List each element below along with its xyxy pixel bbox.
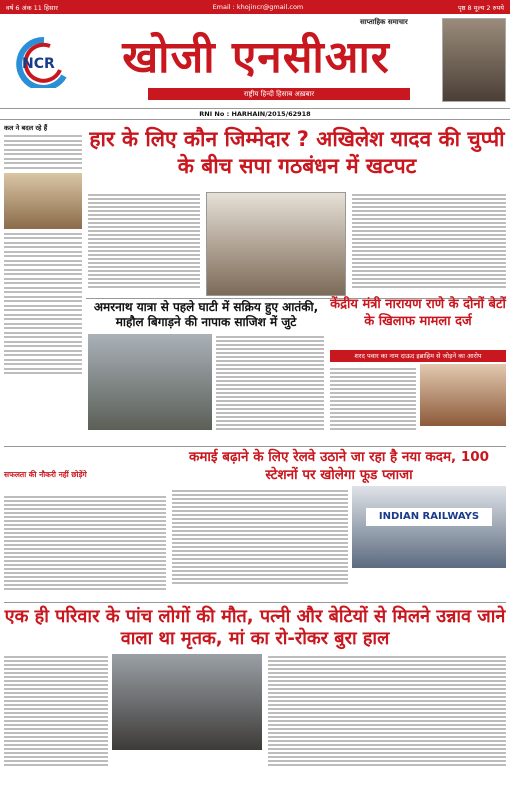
article-text-column bbox=[4, 494, 166, 600]
incident-photo bbox=[112, 654, 262, 750]
railway-photo bbox=[352, 486, 506, 568]
ncr-logo-icon bbox=[6, 36, 68, 88]
article-text-column bbox=[216, 334, 324, 442]
tagline: राष्ट्रीय हिन्दी हिसाब अख़बार bbox=[148, 88, 410, 100]
divider bbox=[4, 446, 506, 447]
article-text-column bbox=[88, 192, 200, 296]
left-column bbox=[4, 124, 82, 464]
main-headline[interactable]: हार के लिए कौन जिम्मेदार ? अखिलेश यादव की चुप्पी के बीच सपा गठबंधन में खटपट bbox=[89, 127, 505, 178]
rni-number: RNI No : HARHAIN/2015/62918 bbox=[0, 108, 510, 120]
article-text-column bbox=[352, 192, 506, 292]
rane-headline[interactable]: केंद्रीय मंत्री नारायण राणे के दोनों बेटों के खिलाफ मामला दर्ज bbox=[330, 297, 506, 329]
price-info: पृष्ठ 8 मूल्य 2 रुपये bbox=[457, 3, 504, 12]
article-text-column bbox=[4, 654, 108, 794]
lower-left-headline[interactable]: सफलता की नौकरी नहीं छोड़ेंगे bbox=[4, 470, 87, 479]
indian-railways-board: INDIAN RAILWAYS bbox=[366, 508, 492, 526]
article-text-column bbox=[172, 488, 348, 598]
article-text-column bbox=[268, 654, 506, 794]
article-text-column bbox=[330, 366, 416, 442]
left-photo bbox=[4, 173, 82, 229]
left-headline: कल ने बदल रहे हैं bbox=[4, 124, 48, 132]
newspaper-title: खोजी एनसीआर bbox=[122, 32, 390, 83]
issue-info: वर्ष 6 अंक 11 हिसार bbox=[6, 3, 58, 12]
nitesh-photo bbox=[420, 364, 506, 426]
masthead bbox=[0, 14, 510, 106]
amarnath-photo bbox=[88, 334, 212, 430]
top-info-bar bbox=[0, 0, 510, 14]
akhilesh-photo bbox=[206, 192, 346, 296]
pawar-subheadline[interactable]: शरद पवार का नाम दाऊद इब्राहिम से जोड़ने का आरोप bbox=[330, 350, 506, 362]
divider bbox=[4, 602, 506, 603]
svg-text:NCR: NCR bbox=[22, 56, 55, 72]
masthead-photo bbox=[442, 18, 506, 102]
railway-headline[interactable]: कमाई बढ़ाने के लिए रेलवे उठाने जा रहा है नया कदम, 100 स्टेशनों पर खोलेगा फूड प्लाजा bbox=[188, 449, 490, 483]
weekly-label: साप्ताहिक समाचार bbox=[360, 18, 408, 26]
email-link[interactable]: Email : khojincr@gmail.com bbox=[212, 3, 304, 11]
bottom-headline[interactable]: एक ही परिवार के पांच लोगों की मौत, पत्नी और बेटियों से मिलने उन्नाव जाने वाला था मृतक, मां का रो-रोकर बुरा हाल bbox=[4, 606, 506, 649]
amarnath-headline[interactable]: अमरनाथ यात्रा से पहले घाटी में सक्रिय हुए आतंकी, माहौल बिगाड़ने की नापाक साजिश में जुटे bbox=[93, 300, 319, 329]
